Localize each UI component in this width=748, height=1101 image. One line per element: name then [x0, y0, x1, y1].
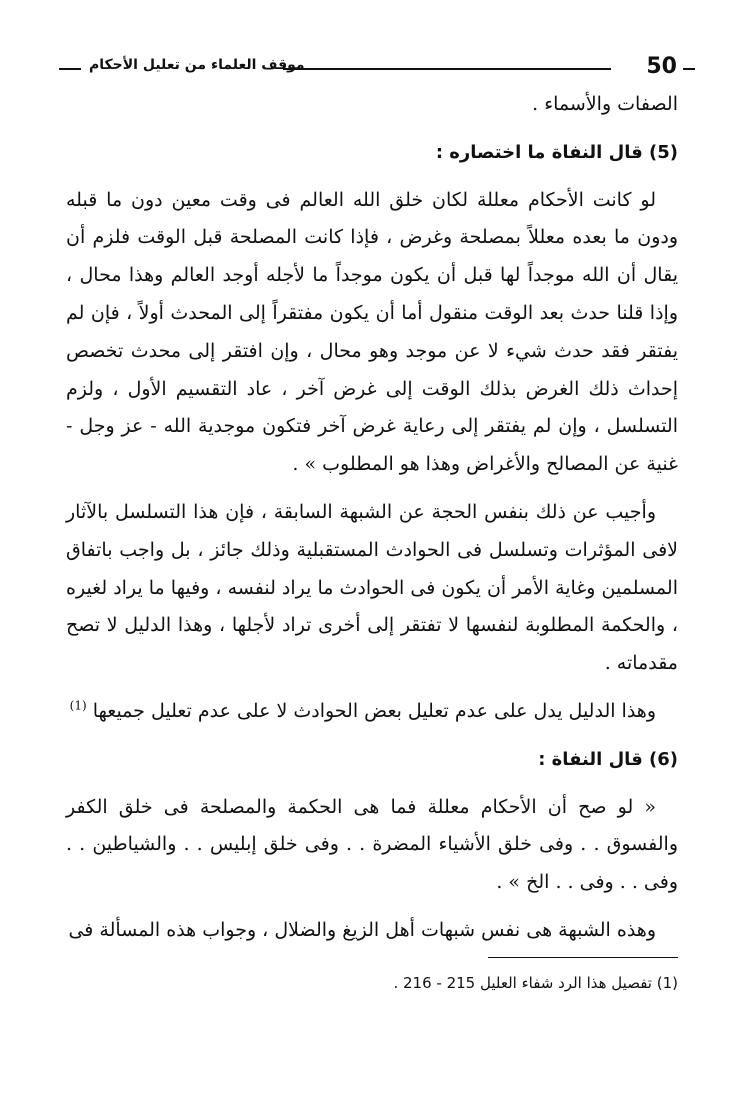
- paragraph: وأجيب عن ذلك بنفس الحجة عن الشبهة السابقة ، فإن هذا التسلسل بالآثار لافى المؤثرات وتسلسل فى الحوادث المستقبلية وذلك جائز ، بل واجب باتفاق المسلمين وغاية الأمر أن يكون فى الحوادث ما يراد لنفسه ، وفيها ما يراد لغيره ، والحكمة المطلوبة لنفسها لا تفتقر إلى أخرى تراد لأجلها ، وهذا الدليل لا تصح مقدماته .: [66, 500, 678, 675]
- header-rule: [683, 68, 695, 70]
- paragraph: « لو صح أن الأحكام معللة فما هى الحكمة والمصلحة فى خلق الكفر والفسوق . . وفى خلق الأشياء المضرة . . وفى خلق إبليس . . والشياطين . . وفى . . وفى . . الخ » .: [66, 795, 678, 894]
- paragraph: لو كانت الأحكام معللة لكان خلق الله العالم فى وقت معين دون ما قبله ودون ما بعده معللاً بمصلحة وغرض ، فإذا كانت المصلحة قبل الوقت فلزم أن يقال أن الله موجداً لها قبل أن يكون موجداً ما لأجله أوجد العالم وهذا محال ، وإذا قلنا حدث بعد الوقت منقول أما أن يكون مفتقراً إلى المحدث أولاً ، فإن لم يفتقر فقد حدث شيء لا عن موجد وهو محال ، وإن افتقر إلى محدث تخصص إحداث ذلك الغرض بذلك الوقت إلى غرض آخر ، عاد التقسيم الأول ، ولزم التسلسل ، وإن لم يفتقر إلى رعاية غرض آخر فتكون موجدية الله - عز وجل - غنية عن المصالح والأغراض وهذا هو المطلوب » .: [66, 188, 678, 476]
- footnote-separator: [488, 957, 678, 958]
- header-rule: [59, 68, 81, 70]
- page-number: 50: [646, 54, 677, 79]
- paragraph: [66, 693, 678, 731]
- footnote-reference: (1): [69, 698, 87, 713]
- paragraph: الصفات والأسماء .: [532, 93, 678, 115]
- body-text: [66, 86, 678, 960]
- paragraph: وهذه الشبهة هى نفس شبهات أهل الزيغ والضلال ، وجواب هذه المسألة فى: [68, 918, 656, 941]
- section-heading: (6) قال النفاة :: [538, 748, 678, 770]
- paragraph-text: وهذا الدليل يدل على عدم تعليل بعض الحوادث لا على عدم تعليل جميعها: [92, 699, 656, 722]
- running-title: موقف العلماء من تعليل الأحكام: [89, 57, 305, 73]
- footnote: (1) تفصيل هذا الرد شفاء العليل 215 - 216 .: [393, 974, 678, 992]
- page-header: [55, 52, 695, 88]
- header-rule: [283, 68, 611, 70]
- section-heading: (5) قال النفاة ما اختصاره :: [435, 141, 678, 163]
